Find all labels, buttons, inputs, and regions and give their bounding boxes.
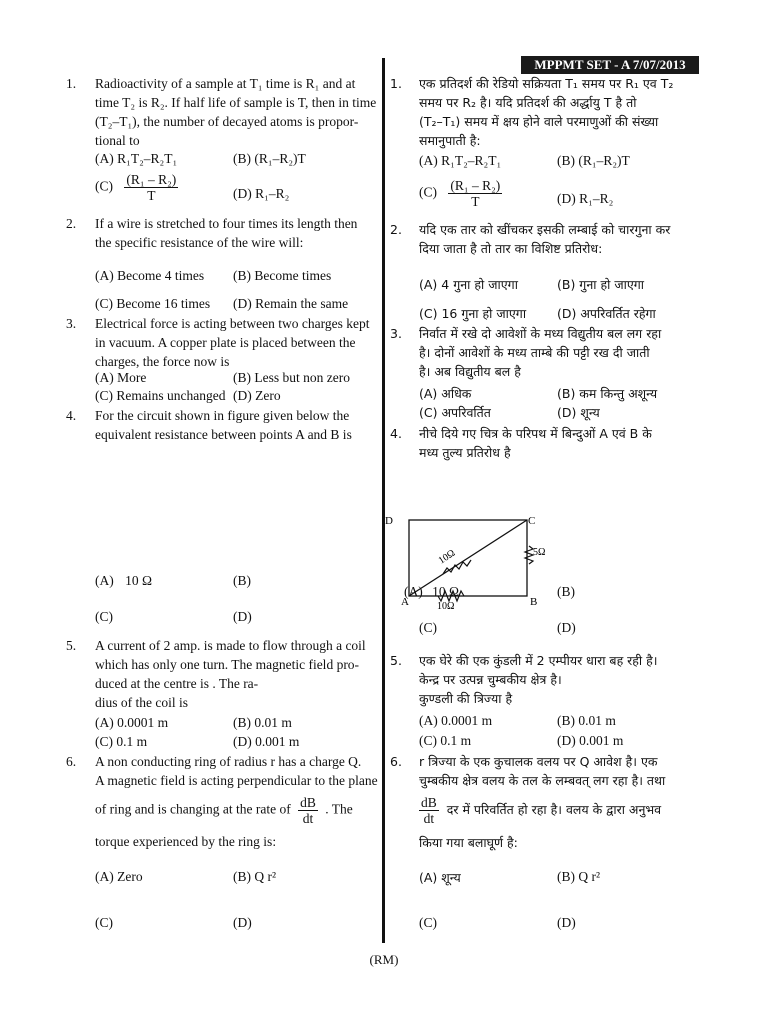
option-a[interactable]: (A) 4 गुना हो जाएगा [419,277,518,292]
fraction [124,172,178,203]
option-a[interactable]: (A) 0.0001 m [95,715,169,730]
option-label: (C) [419,184,437,200]
question-line: which has only one turn. The magnetic field pro- [95,657,360,672]
question-text [419,752,709,790]
question-line: Electrical force is acting between two charges kept [95,316,370,331]
question-line: (T₂–T₁) समय में क्षय होने वाले परमाणुओं की संख्या [419,114,659,129]
question-text-part: of ring and is changing at the rate of [95,801,291,817]
node-b-label: B [530,596,538,608]
node-a-label: A [401,596,409,608]
option-a[interactable] [95,573,152,589]
question-text-part: दर में परिवर्तित हो रहा है। वलय के द्वारा अनुभव [446,802,662,817]
option-d[interactable]: (D) Remain the same [233,296,349,311]
option-c[interactable]: (C) [95,609,113,624]
option-d[interactable]: (D) [233,609,252,624]
question-line: in vacuum. A copper plate is placed between the [95,335,356,350]
option-d[interactable]: (D) Zero [233,388,281,403]
option-a[interactable]: (A) अधिक [419,386,472,401]
question-line: एक घेरे की एक कुंडली में 2 एम्पीयर धारा बह रही है। [419,653,658,668]
option-a[interactable]: (A) Become 4 times [95,268,205,283]
question-number: 4. [390,426,402,441]
question-text [95,74,380,150]
option-d[interactable]: (D) शून्य [557,405,600,420]
option-c[interactable]: (C) Become 16 times [95,296,211,311]
option-value: 10 Ω [125,573,153,588]
question-number: 3. [390,326,402,341]
option-c[interactable]: (C) 0.1 m [419,733,472,748]
resistor-right-value: 5Ω [533,547,546,558]
option-b[interactable]: (B) Q r² [557,869,601,884]
option-c[interactable]: (C) 16 गुना हो जाएगा [419,306,527,321]
question-text [95,314,380,371]
question-line: equivalent resistance between points A and B is [95,427,352,442]
option-d[interactable]: (D) 0.001 m [557,733,624,748]
resistor-right-icon [525,546,533,564]
question-line: समय पर R₂ है। यदि प्रतिदर्श की अर्द्धायु T है तो [419,95,637,110]
question-number: 1. [66,76,77,91]
fraction-numerator: dB [300,795,316,810]
question-line: A non conducting ring of radius r has a charge Q. [95,754,362,769]
question-line: duced at the centre is . The ra- [95,676,259,691]
option-d[interactable]: (D) अपरिवर्तित रहेगा [557,306,656,321]
option-b[interactable]: (B) कम किन्तु अशून्य [557,386,658,401]
fraction-denominator: T [471,194,480,209]
question-text [95,214,380,252]
question-line: है। अब विद्युतीय बल है [419,364,521,379]
option-b[interactable]: (B) गुना हो जाएगा [557,277,645,292]
fraction [419,795,439,826]
fraction-numerator: (R₁ – R₂) [450,178,501,193]
option-b[interactable]: (B) (R₁–R₂)T [233,151,306,166]
question-text [95,752,380,790]
fraction-denominator: T [147,188,156,203]
question-line: time T₂ is R₂. If half life of sample is T, then in time [95,95,377,110]
question-line: दिया जाता है तो तार का विशिष्ट प्रतिरोध: [419,241,603,256]
question-line: charges, the force now is [95,354,230,369]
question-line: tional to [95,133,140,148]
question-line: torque experienced by the ring is: [95,834,277,849]
question-line: dius of the coil is [95,695,188,710]
question-line [95,795,353,826]
option-b[interactable]: (B) [557,584,575,599]
option-a[interactable]: (A) R₁T₂–R₂T₁ [95,151,178,166]
option-b[interactable]: (B) Become times [233,268,332,283]
question-line: If a wire is stretched to four times its length then [95,216,358,231]
question-number: 3. [66,316,77,331]
option-a[interactable]: (A) R₁T₂–R₂T₁ [419,153,502,168]
option-d[interactable]: (D) R₁–R₂ [557,191,614,206]
option-c[interactable]: (C) 0.1 m [95,734,148,749]
question-number: 4. [66,408,77,423]
option-d[interactable]: (D) [557,915,576,930]
question-line: the specific resistance of the wire will: [95,235,304,250]
option-b[interactable]: (B) [233,573,251,588]
question-line: यदि एक तार को खींचकर इसकी लम्बाई को चारगुना कर [419,222,671,237]
option-value: 10 Ω [432,584,460,599]
question-text [419,324,709,381]
question-line: (T₂–T₁), the number of decayed atoms is propor- [95,114,359,129]
option-c[interactable]: (C) [419,620,437,635]
question-line: मध्य तुल्य प्रतिरोध है [419,445,511,460]
question-line: r त्रिज्या के एक कुचालक वलय पर Q आवेश है। एक [419,754,658,769]
option-d[interactable]: (D) [557,620,576,635]
question-number: 2. [390,222,402,237]
option-b[interactable]: (B) 0.01 m [233,715,292,730]
option-d[interactable]: (D) 0.001 m [233,734,300,749]
option-c[interactable] [95,172,178,203]
option-c[interactable]: (C) [419,915,437,930]
option-a[interactable]: (A) 0.0001 m [419,713,493,728]
question-number: 2. [66,216,77,231]
option-c[interactable]: (C) Remains unchanged [95,388,226,403]
question-line: किया गया बलाघूर्ण है: [419,835,518,850]
option-a[interactable]: (A) More [95,370,147,385]
option-b[interactable]: (B) (R₁–R₂)T [557,153,630,168]
question-line: निर्वात में रखे दो आवेशों के मध्य विद्युतीय बल लग रहा [419,326,662,341]
fraction [298,795,318,826]
question-line: A current of 2 amp. is made to flow through a coil [95,638,366,653]
option-c[interactable]: (C) अपरिवर्तित [419,405,491,420]
question-text-part: . The [325,801,353,817]
exam-header: MPPMT SET - A 7/07/2013 [521,56,699,74]
option-a[interactable]: (A) Zero [95,869,143,884]
option-label: (A) [404,584,423,599]
question-line: कुण्डली की त्रिज्या है [419,691,513,706]
option-a[interactable]: (A) शून्य [419,870,461,885]
node-d-label: D [385,515,393,527]
question-line: चुम्बकीय क्षेत्र वलय के तल के लम्बवत् लग रहा है। तथा [419,773,666,788]
option-d[interactable]: (D) [233,915,252,930]
option-a[interactable] [404,584,459,600]
question-text [419,651,709,708]
option-label: (C) [95,178,113,194]
question-line: Radioactivity of a sample at T₁ time is R₁ and at [95,76,356,91]
question-line: समानुपाती है: [419,133,481,148]
option-label: (A) [95,573,114,588]
question-number: 5. [390,653,402,668]
page-footer: (RM) [369,952,399,967]
question-text [419,424,709,462]
question-line: For the circuit shown in figure given below the [95,408,350,423]
fraction-numerator: dB [421,795,437,810]
fraction-denominator: dt [302,811,314,826]
question-line: A magnetic field is acting perpendicular to the plane [95,773,378,788]
fraction-numerator: (R₁ – R₂) [126,172,177,187]
question-number: 6. [390,754,402,769]
question-line: है। दोनों आवेशों के मध्य ताम्बे की पट्टी रख दी जाती [419,345,650,360]
node-c-label: C [528,515,536,527]
column-divider [382,58,385,943]
question-text [419,220,709,258]
question-number: 5. [66,638,77,653]
question-line [419,795,661,826]
question-number: 6. [66,754,77,769]
option-b[interactable]: (B) Q r² [233,869,277,884]
question-line: एक प्रतिदर्श की रेडियो सक्रियता T₁ समय पर R₁ एव T₂ [419,76,674,91]
option-b[interactable]: (B) 0.01 m [557,713,616,728]
question-line: नीचे दिये गए चित्र के परिपथ में बिन्दुओं A एवं B के [419,426,652,441]
fraction [448,178,502,209]
resistor-bottom-value: 10Ω [437,601,455,612]
option-c[interactable] [419,178,502,209]
fraction-denominator: dt [423,811,435,826]
option-b[interactable]: (B) Less but non zero [233,370,350,385]
question-line: केन्द्र पर उत्पन्न चुम्बकीय क्षेत्र है। [419,672,562,687]
option-c[interactable]: (C) [95,915,113,930]
question-text [95,406,380,444]
option-d[interactable]: (D) R₁–R₂ [233,186,290,201]
resistor-diagonal-value: 10Ω [436,547,458,567]
question-text [95,636,380,712]
question-text [419,74,709,150]
question-number: 1. [390,76,402,91]
